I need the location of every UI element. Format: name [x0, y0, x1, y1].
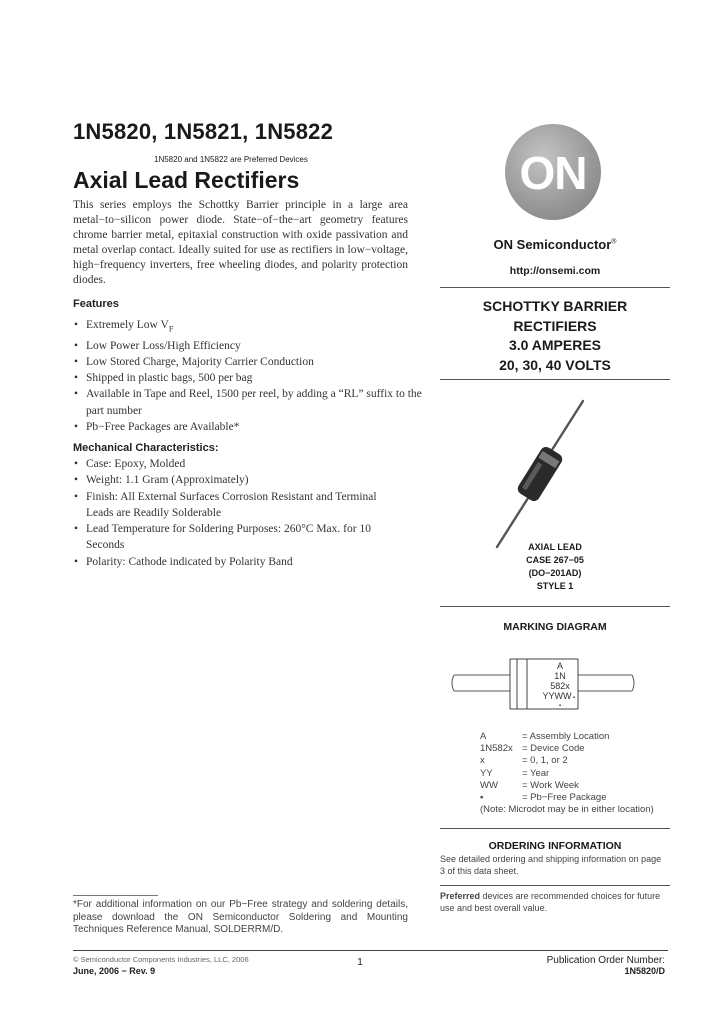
- features-heading: Features: [73, 298, 119, 310]
- marking-text: 1N: [554, 671, 566, 681]
- product-line: 20, 30, 40 VOLTS: [499, 356, 611, 373]
- marking-diagram-title: MARKING DIAGRAM: [503, 621, 607, 633]
- page-number: 1: [357, 957, 363, 968]
- divider: [440, 828, 670, 829]
- list-item: • Low Stored Charge, Majority Carrier Conduction: [73, 354, 428, 370]
- legend-row: x = 0, 1, or 2: [480, 755, 568, 767]
- legend-row: WW = Work Week: [480, 779, 579, 791]
- legend-row: 1N582x = Device Code: [480, 743, 585, 755]
- package-line: AXIAL LEAD: [528, 542, 582, 552]
- product-line: RECTIFIERS: [513, 317, 597, 334]
- microdot: ▪: [558, 703, 562, 709]
- page-title: Axial Lead Rectifiers: [73, 167, 300, 193]
- copyright: © Semiconductor Components Industries, LLC, 2006: [73, 955, 249, 964]
- package-line: (DO−201AD): [528, 568, 582, 578]
- divider: [440, 287, 670, 288]
- footnote-divider: [73, 895, 158, 896]
- intro-paragraph: This series employs the Schottky Barrier principle in a large area metal−to−silicon power diode. State−of−the−art geometry features chrome barrier metal, epitaxial construction with oxide passivation and metal overlap contact. Ideally suited for use as rectifiers in low−voltage, high−frequency inverters, free wheeling diodes, and polarity protection diodes.: [73, 199, 408, 286]
- marking-diagram: [450, 645, 640, 715]
- polarity-band: [517, 659, 527, 709]
- preferred-devices-note: 1N5820 and 1N5822 are Preferred Devices: [154, 155, 308, 164]
- marking-text: YYWW: [542, 691, 572, 701]
- revision-date: June, 2006 − Rev. 9: [73, 966, 156, 976]
- package-line: CASE 267−05: [526, 555, 584, 565]
- features-list: [73, 317, 428, 435]
- list-item: • Case: Epoxy, Molded: [73, 456, 403, 472]
- legend-note: (Note: Microdot may be in either location): [480, 804, 654, 816]
- publication-label: Publication Order Number:: [546, 955, 665, 966]
- list-item: • Finish: All External Surfaces Corrosion Resistant and Terminal Leads are Readily Solderable: [73, 489, 403, 522]
- lead-wire: [497, 495, 530, 547]
- product-line: 3.0 AMPERES: [508, 337, 602, 353]
- list-item: • Low Power Loss/High Efficiency: [73, 338, 428, 354]
- publication-number: 1N5820/D: [624, 966, 665, 976]
- product-line: SCHOTTKY BARRIER: [482, 298, 628, 314]
- package-line: STYLE 1: [536, 581, 574, 591]
- microdot: ▪: [572, 695, 576, 701]
- list-item: • Polarity: Cathode indicated by Polarity Band: [73, 554, 403, 570]
- list-item: • Weight: 1.1 Gram (Approximately): [73, 472, 403, 488]
- lead-wire: [550, 401, 583, 453]
- marking-text: A: [556, 661, 564, 671]
- part-numbers-heading: 1N5820, 1N5821, 1N5822: [73, 119, 334, 144]
- legend-row: ▪ = Pb−Free Package: [480, 792, 607, 804]
- footer-divider: [73, 950, 668, 951]
- diode-body: [516, 445, 565, 504]
- logo-text: ON: [519, 147, 587, 199]
- list-item: • Shipped in plastic bags, 500 per bag: [73, 370, 428, 386]
- diode-package-illustration: [480, 395, 620, 550]
- package-info: [440, 541, 670, 593]
- ordering-info-title: ORDERING INFORMATION: [488, 840, 622, 852]
- list-item: • Extremely Low $V_F$: [73, 317, 428, 338]
- on-logo: [505, 124, 601, 220]
- product-summary: [440, 297, 670, 375]
- footnote: *For additional information on our Pb−Free strategy and soldering details, please download the ON Semiconductor Soldering and Mounting Techniques Reference Manual, SOLDERRM/D.: [73, 899, 408, 936]
- list-item: • Lead Temperature for Soldering Purposes: 260°C Max. for 10 Seconds: [73, 521, 403, 554]
- ordering-info-text: See detailed ordering and shipping information on page 3 of this data sheet.: [440, 854, 662, 876]
- lead-left: [452, 675, 510, 691]
- legend-row: YY = Year: [480, 767, 550, 779]
- divider: [440, 606, 670, 607]
- brand-name: ON Semiconductor®: [493, 237, 617, 252]
- marking-text: 582x: [550, 681, 570, 691]
- website-link[interactable]: http://onsemi.com: [509, 265, 601, 277]
- legend-row: A = Assembly Location: [480, 731, 610, 742]
- preferred-devices-text: Preferred devices are recommended choices for future use and best overall value.: [440, 891, 661, 913]
- list-item: • Available in Tape and Reel, 1500 per reel, by adding a “RL” suffix to the part number: [73, 386, 428, 419]
- marking-legend: [480, 731, 654, 816]
- list-item: • Pb−Free Packages are Available*: [73, 419, 428, 435]
- divider: [440, 885, 670, 886]
- divider: [440, 379, 670, 380]
- mechanical-list: [73, 456, 403, 570]
- lead-right: [578, 675, 634, 691]
- mechanical-heading: Mechanical Characteristics:: [73, 442, 219, 454]
